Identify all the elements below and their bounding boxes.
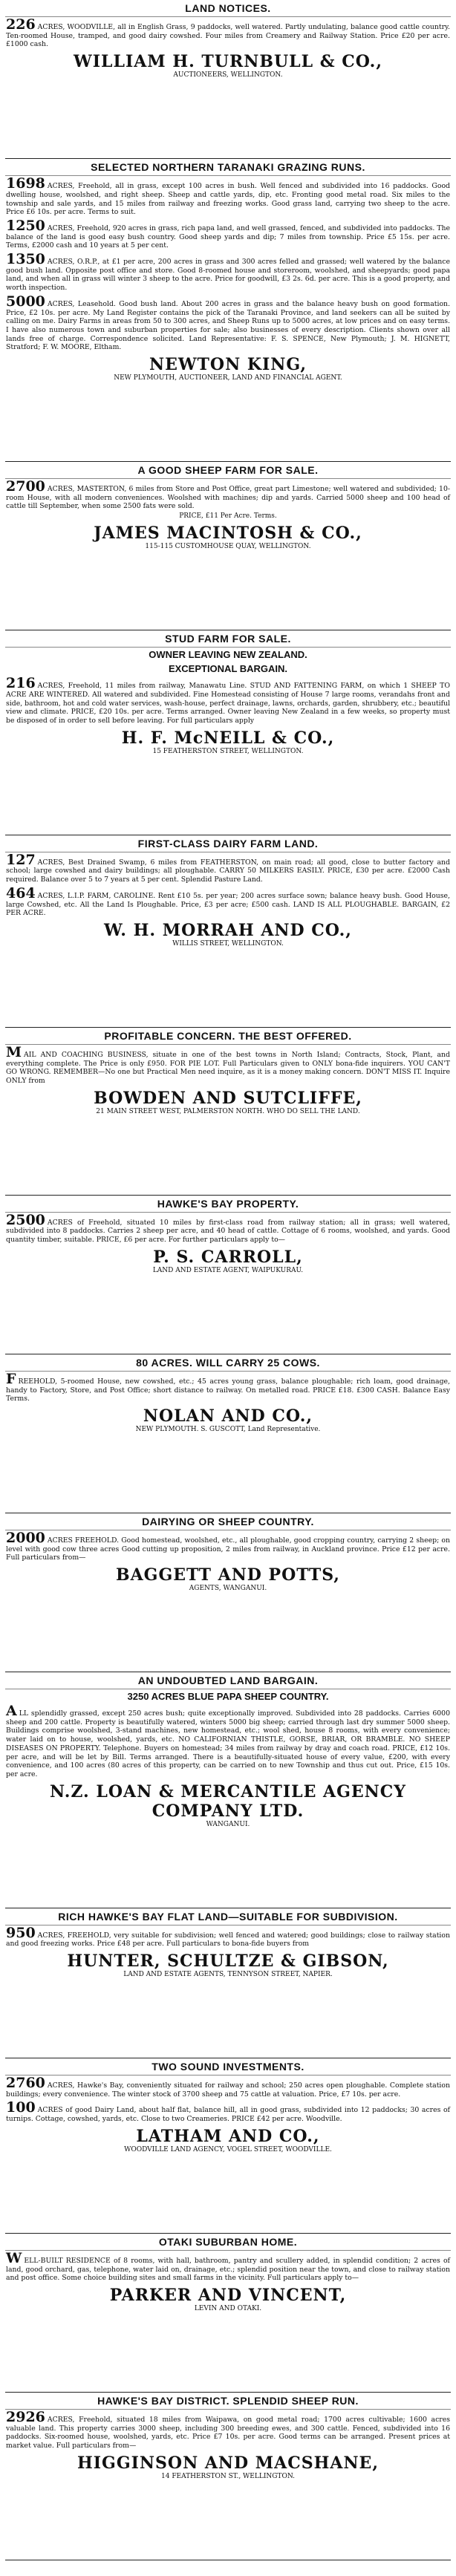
ad-paragraph: [5, 176, 451, 218]
acreage-figure: M: [6, 1043, 22, 1060]
acreage-figure: 1350: [6, 251, 45, 268]
newspaper-page: [5, 0, 451, 2560]
advertiser-name: LATHAM AND CO.,: [136, 2126, 320, 2146]
acreage-figure: 226: [6, 17, 36, 33]
ad-heading: AN UNDOUBTED LAND BARGAIN.: [5, 1672, 451, 1689]
advertiser-name: JAMES MACINTOSH & CO.,: [94, 524, 362, 544]
acreage-figure: 2000: [6, 1529, 45, 1546]
ad-paragraph: [5, 17, 451, 50]
advertiser-name: W. H. MORRAH AND CO.,: [104, 920, 352, 940]
advertiser-address: WANGANUI.: [206, 1820, 250, 1828]
acreage-figure: 216: [6, 675, 36, 692]
ad-heading: TWO SOUND INVESTMENTS.: [5, 2058, 451, 2076]
land-ad: [5, 159, 451, 462]
land-ad: [5, 2234, 451, 2393]
ad-subheading: 3250 ACRES BLUE PAPA SHEEP COUNTRY.: [127, 1691, 329, 1703]
ad-paragraph: [5, 1926, 451, 1950]
advertiser-address: AGENTS, WANGANUI.: [189, 1585, 267, 1593]
ad-subheading: OWNER LEAVING NEW ZEALAND.: [149, 649, 307, 661]
land-ad: [5, 1513, 451, 1672]
masthead: LAND NOTICES.: [5, 0, 451, 17]
advertiser-address: 115-115 CUSTOMHOUSE QUAY, WELLINGTON.: [145, 543, 311, 551]
ad-paragraph: [5, 1372, 451, 1405]
acreage-figure: F: [6, 1370, 16, 1387]
ad-paragraph: [5, 2100, 451, 2125]
ad-text: LL splendidly grassed, except 250 acres bush; quite exceptionally improved. Subdivided into 28 paddocks. Carries 6000 sheep and 200 cattle. Property is beautifully watered, winters 5000 big sheep; carried through last dry summer 5000 sheep. Buildings comprise woolshed, 3-stand machines, new homestead, etc.; wool shed, house 8 rooms, with every convenience; water laid on to house, woolshed, yards, etc. NO CALIFORNIAN THISTLE, GORSE, BRIAR, OR BRAMBLE. NO SHEEP DISEASES ON PROPERTY. Telephone. Buyers on homestead; 34 miles from railway by dray and coach road. PRICE, £12 10s. per acre, and will be let by Bill. Terms arranged. There is a beautifully-situated house of every value, £200, with every convenience, and 100 acres (80 acres of this property, can be carried on to new Township and thus cut out. Price, £15 10s. per acre.: [6, 1709, 450, 1778]
ad-note: PRICE, £11 Per Acre. Terms.: [179, 512, 277, 521]
ad-paragraph: [5, 218, 451, 252]
ad-text: ACRES, Best Drained Swamp, 6 miles from FEATHERSTON, on main road; all good, close to butter factory and school; large cowshed and dairy buildings; all ploughable. CARRY 50 MILKERS EASILY. PRICE, £30 per acre. £2000 Cash required. Balance over 5 to 7 years at 5 per cent. Splendid Pasture Land.: [6, 858, 450, 884]
land-ad: [5, 1028, 451, 1196]
advertiser-name: HUNTER, SCHULTZE & GIBSON,: [67, 1951, 389, 1972]
ad-text: ACRES, Freehold, situated 18 miles from Waipawa, on good metal road; 1700 acres cultivable; 1600 acres valuable land. This property carries 3000 sheep, including 300 breeding ewes, and 300 cattle. Fenced, subdivided into 16 paddocks. Six-roomed house, woolshed, yards, etc. Price £7 10s. per acre. Good terms can be arranged. Present prices at market value. Full particulars from—: [6, 2416, 450, 2451]
advertiser-address: WOODVILLE LAND AGENCY, VOGEL STREET, WOODVILLE.: [124, 2145, 332, 2153]
ads-column: [5, 17, 451, 2560]
acreage-figure: 2700: [6, 478, 45, 495]
land-ad: [5, 2393, 451, 2560]
land-ad: [5, 1196, 451, 1354]
acreage-figure: 1698: [6, 175, 45, 192]
ad-subheading: EXCEPTIONAL BARGAIN.: [168, 663, 288, 675]
advertiser-name: HIGGINSON AND MACSHANE,: [76, 2453, 379, 2473]
advertiser-address: LEVIN AND OTAKI.: [194, 2305, 262, 2312]
ad-paragraph: [5, 1045, 451, 1087]
ad-paragraph: [5, 252, 451, 294]
ad-paragraph: [5, 852, 451, 886]
ad-text: ACRES, FREEHOLD, very suitable for subdivision; well fenced and watered; good buildings; close to railway station and good freezing works. Price £48 per acre. Full particulars to bona-fide buyers from: [6, 1931, 450, 1949]
ad-text: ELL-BUILT RESIDENCE of 8 rooms, with hall, bathroom, pantry and scullery added, in splendid condition; 2 acres of land, good orchard, gas, telephone, water laid on, drainage, etc.; splendid position near the town, and close to railway station and post office. Some choice building sites and small farms in the vicinity. Full particulars apply to—: [6, 2256, 450, 2283]
ad-heading: DAIRYING OR SHEEP COUNTRY.: [5, 1513, 451, 1530]
advertiser-name: H. F. McNEILL & CO.,: [121, 728, 335, 748]
advertiser-address: NEW PLYMOUTH. S. GUSCOTT, Land Representative.: [135, 1425, 321, 1433]
ad-heading: PROFITABLE CONCERN. THE BEST OFFERED.: [5, 1028, 451, 1045]
advertiser-address: AUCTIONEERS, WELLINGTON.: [173, 71, 283, 79]
ad-heading: HAWKE'S BAY DISTRICT. SPLENDID SHEEP RUN.: [5, 2393, 451, 2410]
land-ad: [5, 835, 451, 1028]
ad-heading: SELECTED NORTHERN TARANAKI GRAZING RUNS.: [5, 159, 451, 176]
advertiser-name: NEWTON KING,: [149, 355, 307, 375]
acreage-figure: 2500: [6, 1211, 45, 1228]
ad-paragraph: [5, 1530, 451, 1564]
land-ad: [5, 630, 451, 835]
ad-text: ACRES of good Dairy Land, about half flat, balance hill, all in good grass, subdivided into 12 paddocks; 30 acres of turnips. Cottage, cowshed, yards, etc. Close to two Creameries. PRICE £42 per acre. Woodville.: [6, 2106, 450, 2124]
ad-text: ACRES, L.I.P. FARM, CAROLINE. Rent £10 5s. per year; 200 acres surface sown; balance heavy bush. Good House, large Cowshed, etc. All the Land Is Ploughable. Price, £3 per acre; £500 cash. LAND IS ALL PLOUGHABLE. BARGAIN, £2 PER ACRE.: [6, 891, 450, 918]
ad-text: ACRES, O.R.P., at £1 per acre, 200 acres in grass and 300 acres felled and grassed; well watered by the balance good bush land. Opposite post office and store. Good 8-roomed house and storeroom, woolshed, and sheepyards; good papa land, and when all in grass will winter 3 sheep to the acre. Price for goodwill, £3 2s. 6d. per acre. This is a good property, and worth inspection.: [6, 258, 450, 293]
acreage-figure: 2926: [6, 2409, 45, 2425]
ad-text: ACRES of Freehold, situated 10 miles by first-class road from railway station; all in grass; well watered, subdivided into 8 paddocks. Carries 2 sheep per acre, and 40 head of cattle. Cottage of 6 rooms, woolshed, and yards. Good quantity timber, suitable. PRICE, £6 per acre. For further particulars apply to—: [6, 1218, 450, 1245]
ad-paragraph: [5, 2251, 451, 2284]
ad-heading: FIRST-CLASS DAIRY FARM LAND.: [5, 835, 451, 852]
advertiser-name: WILLIAM H. TURNBULL & CO.,: [74, 52, 382, 72]
advertiser-address: LAND AND ESTATE AGENTS, TENNYSON STREET, NAPIER.: [123, 1971, 333, 1979]
advertiser-address: LAND AND ESTATE AGENT, WAIPUKURAU.: [152, 1266, 304, 1274]
acreage-figure: 464: [6, 884, 36, 901]
acreage-figure: 5000: [6, 293, 45, 310]
ad-text: ACRES, Freehold, 11 miles from railway, Manawatu Line. STUD AND FATTENING FARM, on which 1 SHEEP TO ACRE ARE WINTERED. All watered and subdivided. Fine Homestead consisting of House 7 large rooms, verandahs front and side, bathroom, hot and cold water services, wash-house, perfect drainage, lawns, orchards, garden, shrubbery, etc.; beautiful view and climate. PRICE, £20 10s. per acre. Terms arranged. Owner leaving New Zealand in a few weeks, so property must be disposed of in order to sell before leaving. For full particulars apply: [6, 682, 450, 725]
advertiser-name: N.Z. LOAN & MERCANTILE AGENCY COMPANY LTD.: [50, 1781, 406, 1821]
advertiser-address: 14 FEATHERSTON ST., WELLINGTON.: [161, 2472, 295, 2480]
ad-heading: HAWKE'S BAY PROPERTY.: [5, 1196, 451, 1213]
ad-text: ACRES, MASTERTON, 6 miles from Store and Post Office, great part Limestone; well watered and subdivided; 10-room House, with all modern conveniences. Woolshed with machines; dip and yards. Carried 5000 sheep and 100 head of cattle till September, when some 2500 fats were sold.: [6, 485, 450, 511]
acreage-figure: 1250: [6, 217, 45, 234]
acreage-figure: 100: [6, 2099, 36, 2116]
ad-paragraph: [5, 479, 451, 512]
ad-heading: RICH HAWKE'S BAY FLAT LAND—SUITABLE FOR SUBDIVISION.: [5, 1908, 451, 1926]
ad-text: ACRES, Leasehold. Good bush land. About 200 acres in grass and the balance heavy bush on good formation. Price, £2 10s. per acre. My Land Register contains the pick of the Taranaki Province, and land seekers can all be suited by calling on me. Dairy Farms in areas from 50 to 300 acres, and Sheep Runs up to 5000 acres, at low prices and on easy terms. I have also numerous town and suburban properties for sale; also businesses of every description. Clients shown over all lands free of charge. Correspondence solicited. Land Representative: F. S. SPENCE, New Plymouth; J. M. HIGNETT, Stratford; F. W. MOORE, Eltham.: [6, 299, 450, 352]
acreage-figure: W: [6, 2249, 22, 2266]
ad-paragraph: [5, 1213, 451, 1246]
land-ad: [5, 1672, 451, 1908]
advertiser-name: BOWDEN AND SUTCLIFFE,: [94, 1088, 362, 1108]
ad-paragraph: [5, 1703, 451, 1781]
ad-heading: A GOOD SHEEP FARM FOR SALE.: [5, 462, 451, 479]
land-ad: [5, 17, 451, 159]
advertiser-address: 21 MAIN STREET WEST, PALMERSTON NORTH. WHO DO SELL THE LAND.: [96, 1107, 360, 1115]
advertiser-name: BAGGETT AND POTTS,: [116, 1565, 340, 1585]
ad-paragraph: [5, 676, 451, 727]
advertiser-address: 15 FEATHERSTON STREET, WELLINGTON.: [152, 747, 304, 755]
ad-text: ACRES, Hawke's Bay, conveniently situated for railway and school; 250 acres open ploughable. Complete station buildings; every convenience. The winter stock of 3700 sheep and 75 cattle at valuation. Price, £7 10s. per acre.: [6, 2081, 450, 2099]
acreage-figure: 2760: [6, 2075, 45, 2092]
advertiser-address: WILLIS STREET, WELLINGTON.: [172, 939, 284, 948]
acreage-figure: A: [6, 1703, 17, 1720]
ad-paragraph: [5, 2076, 451, 2100]
ad-text: ACRES, Freehold, 920 acres in grass, rich papa land, and well grassed, fenced, and subdivided into paddocks. The balance of the land is good easy bush country. Good sheep yards and dip; 7 miles from township. Price £5 15s. per acre. Terms, £2000 cash and 10 years at 5 per cent.: [6, 224, 450, 250]
ad-heading: OTAKI SUBURBAN HOME.: [5, 2234, 451, 2251]
ad-heading: STUD FARM FOR SALE.: [5, 630, 451, 648]
acreage-figure: 950: [6, 1924, 36, 1941]
ad-heading: 80 ACRES. WILL CARRY 25 COWS.: [5, 1354, 451, 1372]
ad-paragraph: [5, 886, 451, 919]
advertiser-address: NEW PLYMOUTH, AUCTIONEER, LAND AND FINANCIAL AGENT.: [114, 374, 342, 382]
land-ad: [5, 2058, 451, 2234]
ad-paragraph: [5, 2410, 451, 2452]
land-ad: [5, 462, 451, 630]
acreage-figure: 127: [6, 851, 36, 868]
ad-text: ACRES, WOODVILLE, all in English Grass, 9 paddocks, well watered. Partly undulating, balance good cattle country. Ten-roomed House, tramped, and good dairy cowshed. Four miles from Creamery and Railway Station. Price £20 per acre. £1000 cash.: [6, 23, 450, 49]
land-ad: [5, 1354, 451, 1513]
ad-paragraph: [5, 294, 451, 353]
advertiser-name: PARKER AND VINCENT,: [109, 2286, 347, 2305]
advertiser-name: P. S. CARROLL,: [153, 1247, 303, 1267]
ad-text: REEHOLD, 5-roomed House, new cowshed, etc.; 45 acres young grass, balance ploughable; rich loam, good drainage, handy to Factory, Store, and Post Office; short distance to railway. On metalled road. PRICE £18. £300 CASH. Balance Easy Terms.: [6, 1377, 450, 1403]
ad-text: AIL AND COACHING BUSINESS, situate in one of the best towns in North Island; Contracts, Stock, Plant, and everything complete. The Price is only £950. FOR PIE LOT. Full Particulars given to ONLY bona-fide inquirers. YOU CAN'T GO WRONG. REMEMBER—No one but Practical Men need inquire, as it is a money making concern. DON'T MISS IT. Inquire ONLY from: [6, 1050, 450, 1086]
land-ad: [5, 1908, 451, 2058]
ad-text: ACRES, Freehold, all in grass, except 100 acres in bush. Well fenced and subdivided into 16 paddocks. Good dwelling house, woolshed, and right sheep. Sheep and cattle yards, dip, etc. Fronting good metal road. Six miles to the township and sale yards, and 15 miles from railway and freezing works. Good grass land, carrying two sheep to the acre. Price £6 10s. per acre. Terms to suit.: [6, 182, 450, 217]
advertiser-name: NOLAN AND CO.,: [143, 1406, 313, 1426]
ad-text: ACRES FREEHOLD. Good homestead, woolshed, etc., all ploughable, good cropping country, carrying 2 sheep; on level with good cow three acres Good cutting up proposition, 2 miles from railway, in Auckland province. Price £12 per acre. Full particulars from—: [6, 1536, 450, 1562]
